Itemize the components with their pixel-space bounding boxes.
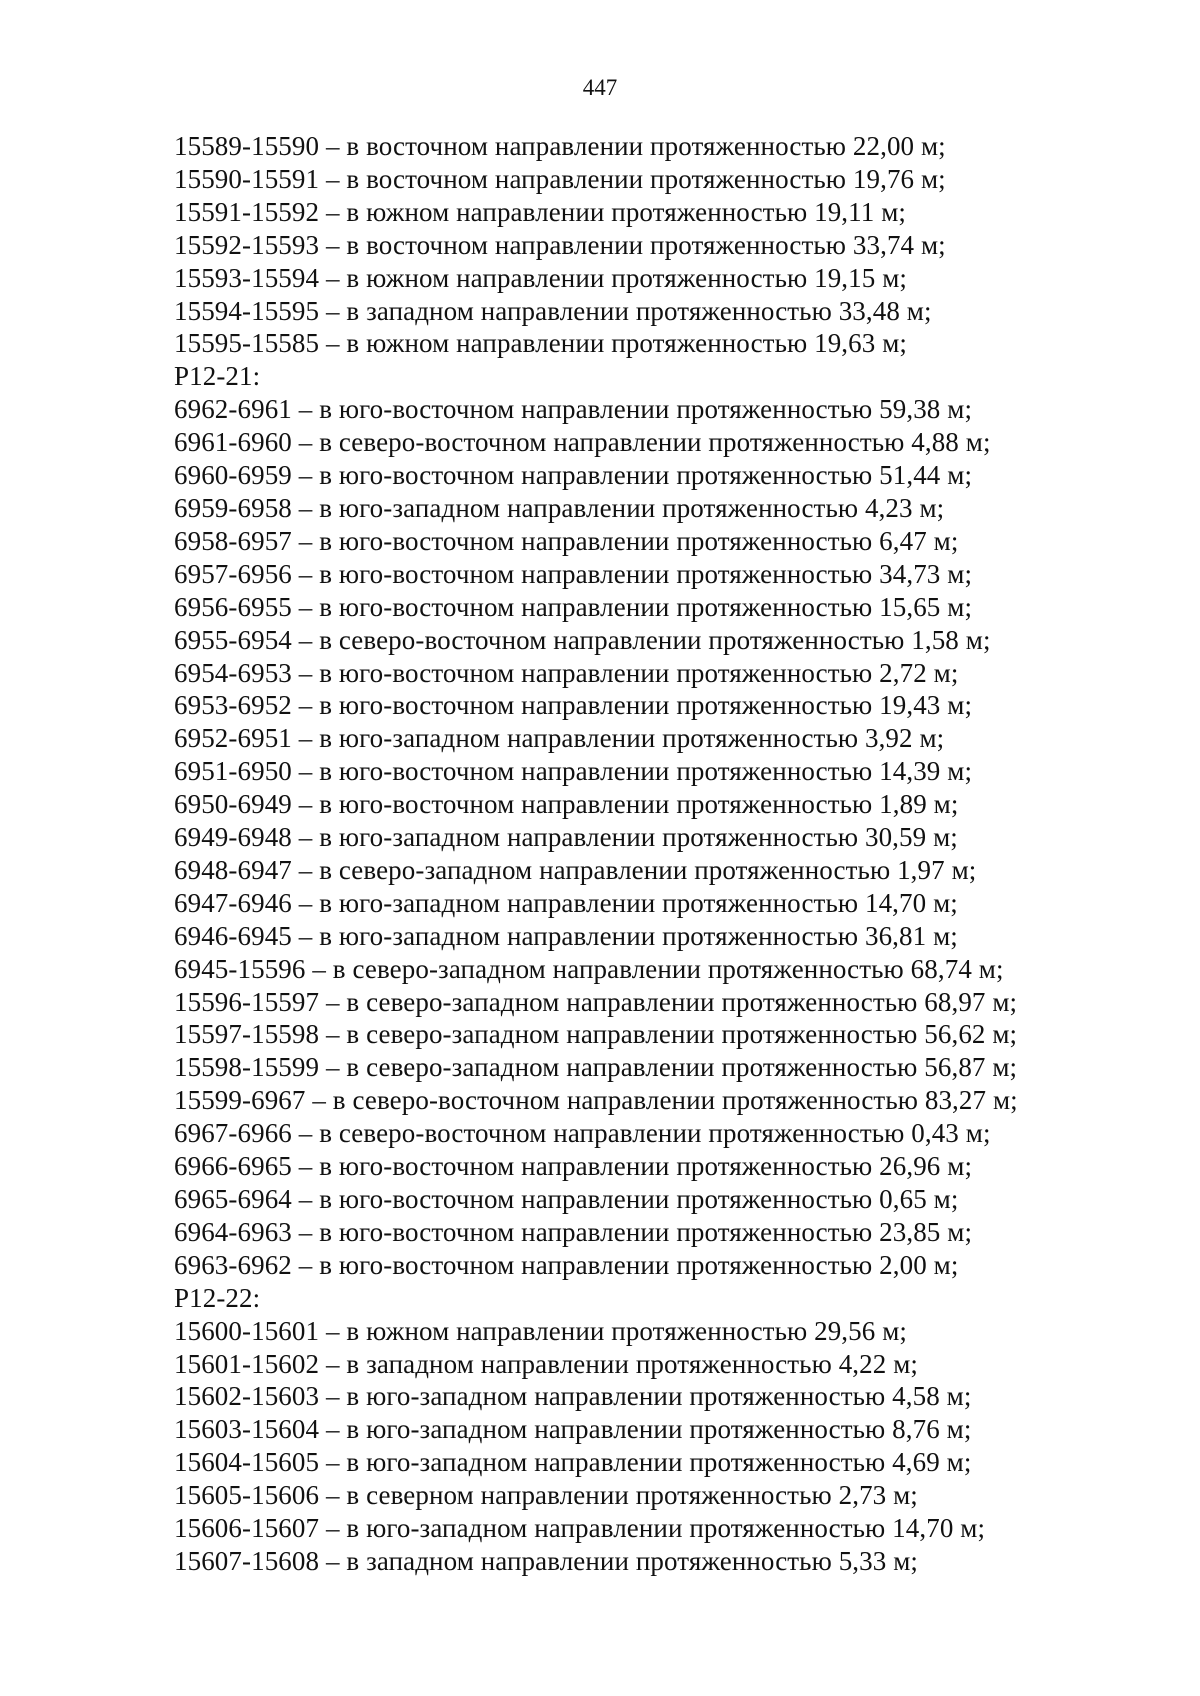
boundary-line: 6948-6947 – в северо-западном направлении протяженностью 1,97 м; bbox=[174, 854, 977, 885]
boundary-line: 15601-15602 – в западном направлении протяженностью 4,22 м; bbox=[174, 1348, 918, 1379]
boundary-line: 15603-15604 – в юго-западном направлении протяженностью 8,76 м; bbox=[174, 1414, 972, 1445]
boundary-line: 6967-6966 – в северо-восточном направлении протяженностью 0,43 м; bbox=[174, 1118, 991, 1149]
boundary-line: 6954-6953 – в юго-восточном направлении протяженностью 2,72 м; bbox=[174, 657, 959, 688]
boundary-line: 15593-15594 – в южном направлении протяженностью 19,15 м; bbox=[174, 262, 907, 293]
boundary-line: 15596-15597 – в северо-западном направлении протяженностью 68,97 м; bbox=[174, 986, 1018, 1017]
boundary-line: 6957-6956 – в юго-восточном направлении протяженностью 34,73 м; bbox=[174, 558, 973, 589]
boundary-line: 6958-6957 – в юго-восточном направлении протяженностью 6,47 м; bbox=[174, 525, 959, 556]
boundary-line: 15602-15603 – в юго-западном направлении протяженностью 4,58 м; bbox=[174, 1381, 972, 1412]
boundary-line: 15607-15608 – в западном направлении протяженностью 5,33 м; bbox=[174, 1545, 918, 1576]
boundary-line: 15597-15598 – в северо-западном направлении протяженностью 56,62 м; bbox=[174, 1019, 1018, 1050]
boundary-line: 6961-6960 – в северо-восточном направлении протяженностью 4,88 м; bbox=[174, 427, 991, 458]
boundary-line: 6955-6954 – в северо-восточном направлении протяженностью 1,58 м; bbox=[174, 624, 991, 655]
boundary-line: 6963-6962 – в юго-восточном направлении протяженностью 2,00 м; bbox=[174, 1249, 959, 1280]
boundary-line: 15589-15590 – в восточном направлении протяженностью 22,00 м; bbox=[174, 131, 946, 161]
boundary-line: 6966-6965 – в юго-восточном направлении протяженностью 26,96 м; bbox=[174, 1151, 973, 1182]
boundary-line: 15590-15591 – в восточном направлении протяженностью 19,76 м; bbox=[174, 163, 946, 194]
boundary-line: 15591-15592 – в южном направлении протяженностью 19,11 м; bbox=[174, 196, 906, 227]
boundary-line: 15594-15595 – в западном направлении протяженностью 33,48 м; bbox=[174, 295, 932, 326]
boundary-line: 6949-6948 – в юго-западном направлении протяженностью 30,59 м; bbox=[174, 822, 958, 853]
boundary-line: 6952-6951 – в юго-западном направлении протяженностью 3,92 м; bbox=[174, 723, 945, 754]
boundary-line: 6946-6945 – в юго-западном направлении протяженностью 36,81 м; bbox=[174, 920, 958, 951]
boundary-line: 6950-6949 – в юго-восточном направлении протяженностью 1,89 м; bbox=[174, 789, 959, 820]
boundary-line: 6965-6964 – в юго-восточном направлении протяженностью 0,65 м; bbox=[174, 1184, 959, 1214]
section-heading: Р12-22: bbox=[174, 1282, 261, 1313]
boundary-line: 15595-15585 – в южном направлении протяженностью 19,63 м; bbox=[174, 328, 907, 359]
boundary-line: 6959-6958 – в юго-западном направлении протяженностью 4,23 м; bbox=[174, 492, 945, 523]
boundary-line: 15606-15607 – в юго-западном направлении протяженностью 14,70 м; bbox=[174, 1513, 986, 1544]
boundary-line: 6956-6955 – в юго-восточном направлении протяженностью 15,65 м; bbox=[174, 591, 973, 622]
boundary-line: 15600-15601 – в южном направлении протяженностью 29,56 м; bbox=[174, 1315, 907, 1346]
section-heading: Р12-21: bbox=[174, 361, 261, 392]
boundary-line: 6945-15596 – в северо-западном направлении протяженностью 68,74 м; bbox=[174, 953, 1004, 984]
boundary-line: 15604-15605 – в юго-западном направлении протяженностью 4,69 м; bbox=[174, 1447, 972, 1478]
boundary-line: 15592-15593 – в восточном направлении протяженностью 33,74 м; bbox=[174, 229, 946, 260]
boundary-line: 15598-15599 – в северо-западном направлении протяженностью 56,87 м; bbox=[174, 1052, 1018, 1083]
page-number: 447 bbox=[582, 75, 618, 100]
boundary-line: 15599-6967 – в северо-восточном направлении протяженностью 83,27 м; bbox=[174, 1085, 1018, 1116]
boundary-line: 6962-6961 – в юго-восточном направлении протяженностью 59,38 м; bbox=[174, 394, 973, 425]
document-body bbox=[174, 130, 1154, 1578]
boundary-line: 6960-6959 – в юго-восточном направлении протяженностью 51,44 м; bbox=[174, 460, 973, 491]
boundary-line: 6953-6952 – в юго-восточном направлении протяженностью 19,43 м; bbox=[174, 690, 973, 721]
boundary-line: 6964-6963 – в юго-восточном направлении протяженностью 23,85 м; bbox=[174, 1216, 973, 1247]
boundary-line: 6947-6946 – в юго-западном направлении протяженностью 14,70 м; bbox=[174, 887, 958, 918]
boundary-line: 15605-15606 – в северном направлении протяженностью 2,73 м; bbox=[174, 1480, 918, 1511]
boundary-line: 6951-6950 – в юго-восточном направлении протяженностью 14,39 м; bbox=[174, 756, 973, 787]
